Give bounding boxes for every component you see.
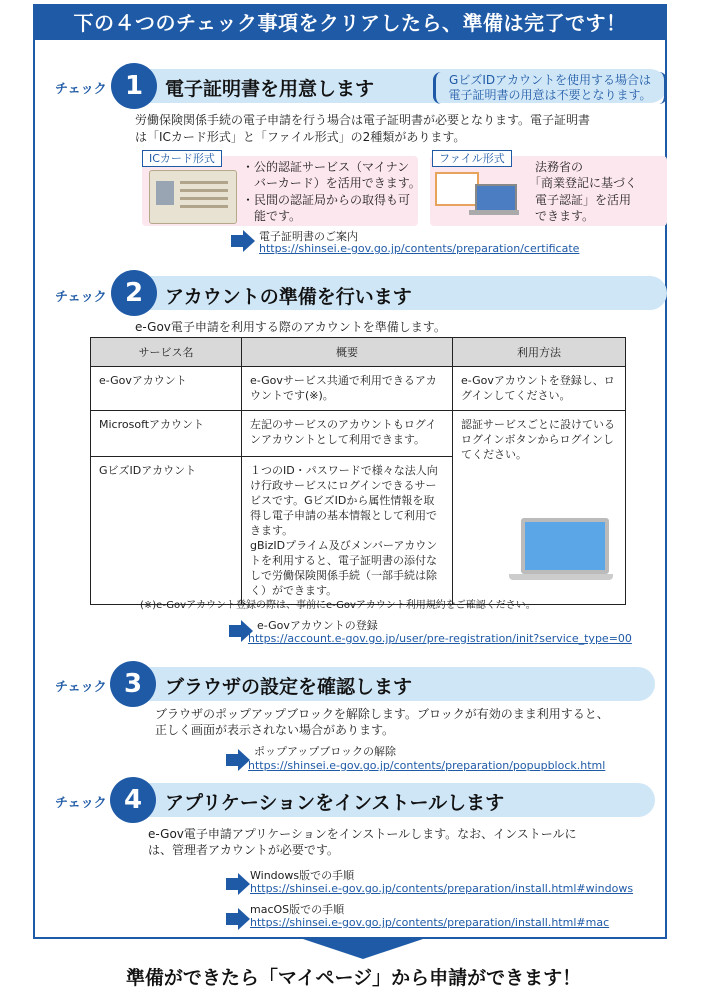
table-header: 利用方法 xyxy=(453,338,626,367)
down-arrow-icon xyxy=(303,939,423,959)
section-4-desc-line: は、管理者アカウントが必要です。 xyxy=(148,843,339,857)
check-label-3: チェック xyxy=(55,680,107,695)
table-footnote: (※)e-Govアカウント登録の際は、事前にe-Govアカウント利用規約をご確認ください。 xyxy=(140,600,536,611)
windows-link-label: Windows版での手順 xyxy=(250,869,355,882)
section-3-desc-line: 正しく画面が表示されない場合があります。 xyxy=(155,723,395,737)
footer-message: 準備ができたら「マイページ」から申請ができます！ xyxy=(125,967,582,989)
ic-bullet: バーカード）を活用できます。 xyxy=(242,176,421,190)
check-label-2: チェック xyxy=(55,290,107,305)
card-lines xyxy=(180,181,228,184)
table-header-row xyxy=(91,338,626,367)
arrow-icon-tip xyxy=(243,230,255,252)
section-1-note xyxy=(433,72,667,104)
account-table xyxy=(90,337,626,605)
section-1-title: 電子証明書を用意します xyxy=(165,78,375,100)
mac-install-link[interactable]: https://shinsei.e-gov.go.jp/contents/preparation/install.html#mac xyxy=(250,916,610,929)
file-format-text: 電子認証」を活用 xyxy=(535,193,632,207)
account-link-label: e-Govアカウントの登録 xyxy=(257,619,378,632)
check-label-1: チェック xyxy=(55,82,107,97)
service-usage xyxy=(453,411,626,605)
section-1-desc-line: は「ICカード形式」と「ファイル形式」の2種類があります。 xyxy=(135,130,466,144)
ic-bullet: 能です。 xyxy=(242,209,302,223)
note-line: GビズIDアカウントを使用する場合は xyxy=(449,73,651,87)
service-usage: e-Govアカウントを登録し、ログインしてください。 xyxy=(453,367,626,411)
ic-card-tag: ICカード形式 xyxy=(142,150,222,167)
account-registration-link[interactable]: https://account.e-gov.go.jp/user/pre-registration/init?service_type=00 xyxy=(248,632,632,645)
service-name: GビズIDアカウント xyxy=(91,457,242,605)
service-name: Microsoftアカウント xyxy=(91,411,242,457)
file-format-text: できます。 xyxy=(535,209,595,223)
certificate-link[interactable]: https://shinsei.e-gov.go.jp/contents/preparation/certificate xyxy=(259,242,580,255)
check-number-4: 4 xyxy=(110,777,156,823)
check-number-2: 2 xyxy=(111,270,157,316)
section-4-desc-line: e-Gov電子申請アプリケーションをインストールします。なお、インストールに xyxy=(148,827,577,841)
section-2-title: アカウントの準備を行います xyxy=(165,286,412,308)
section-1-desc-line: 労働保険関係手続の電子申請を行う場合は電子証明書が必要となります。電子証明書 xyxy=(135,113,591,127)
section-3-title: ブラウザの設定を確認します xyxy=(165,676,413,698)
table-header: 概要 xyxy=(242,338,453,367)
usage-text: 認証サービスごとに設けているログインボタンからログインしてください。 xyxy=(461,418,615,461)
service-summary: １つのID・パスワードで様々な法人向け行政サービスにログインできるサービスです。GビズIDから属性情報を取得し電子申請の基本情報として利用できます。 gBizIDプライム及びメンバーアカウントを利用すると、電子証明書の添付なしで労働保険関係手続（一部手続は除く）ができます。 xyxy=(242,457,453,605)
banner-title: 下の４つのチェック事項をクリアしたら、準備は完了です！ xyxy=(35,6,665,40)
popup-block-link[interactable]: https://shinsei.e-gov.go.jp/contents/preparation/popupblock.html xyxy=(248,759,606,772)
certificate-link-label: 電子証明書のご案内 xyxy=(259,230,358,243)
card-photo-icon xyxy=(156,181,174,205)
id-card-image xyxy=(149,170,237,224)
table-row xyxy=(91,411,626,457)
ic-bullet: ・民間の認証局からの取得も可 xyxy=(242,193,411,207)
windows-install-link[interactable]: https://shinsei.e-gov.go.jp/contents/preparation/install.html#windows xyxy=(250,882,634,895)
laptop-base xyxy=(509,574,613,580)
section-3-desc-line: ブラウザのポップアップブロックを解除します。ブロックが有効のまま利用すると、 xyxy=(155,707,609,721)
check-number-1: 1 xyxy=(111,63,157,109)
ic-bullet: ・公的認証サービス（マイナン xyxy=(242,160,410,174)
file-format-text: 法務省の xyxy=(535,160,584,174)
service-name: e-Govアカウント xyxy=(91,367,242,411)
certificate-icon xyxy=(435,172,479,206)
check-number-3: 3 xyxy=(110,661,156,707)
section-4-title: アプリケーションをインストールします xyxy=(165,792,505,814)
laptop-icon xyxy=(521,518,609,574)
table-row xyxy=(91,367,626,411)
service-summary: e-Govサービス共通で利用できるアカウントです(※)。 xyxy=(242,367,453,411)
popup-link-label: ポップアップブロックの解除 xyxy=(254,745,397,758)
arrow-icon-tip xyxy=(238,908,250,930)
note-line: 電子証明書の用意は不要となります。 xyxy=(448,88,652,102)
arrow-icon-tip xyxy=(238,873,250,895)
laptop-icon xyxy=(475,184,517,212)
certificate-laptop-image xyxy=(433,170,519,222)
section-2-desc: e-Gov電子申請を利用する際のアカウントを準備します。 xyxy=(135,320,446,334)
table-header: サービス名 xyxy=(91,338,242,367)
laptop-base xyxy=(469,210,519,215)
file-format-text: 「商業登記に基づく xyxy=(529,176,638,190)
service-summary: 左記のサービスのアカウントもログインアカウントとして利用できます。 xyxy=(242,411,453,457)
mac-link-label: macOS版での手順 xyxy=(250,903,345,916)
file-format-tag: ファイル形式 xyxy=(432,150,512,167)
check-label-4: チェック xyxy=(55,796,107,811)
